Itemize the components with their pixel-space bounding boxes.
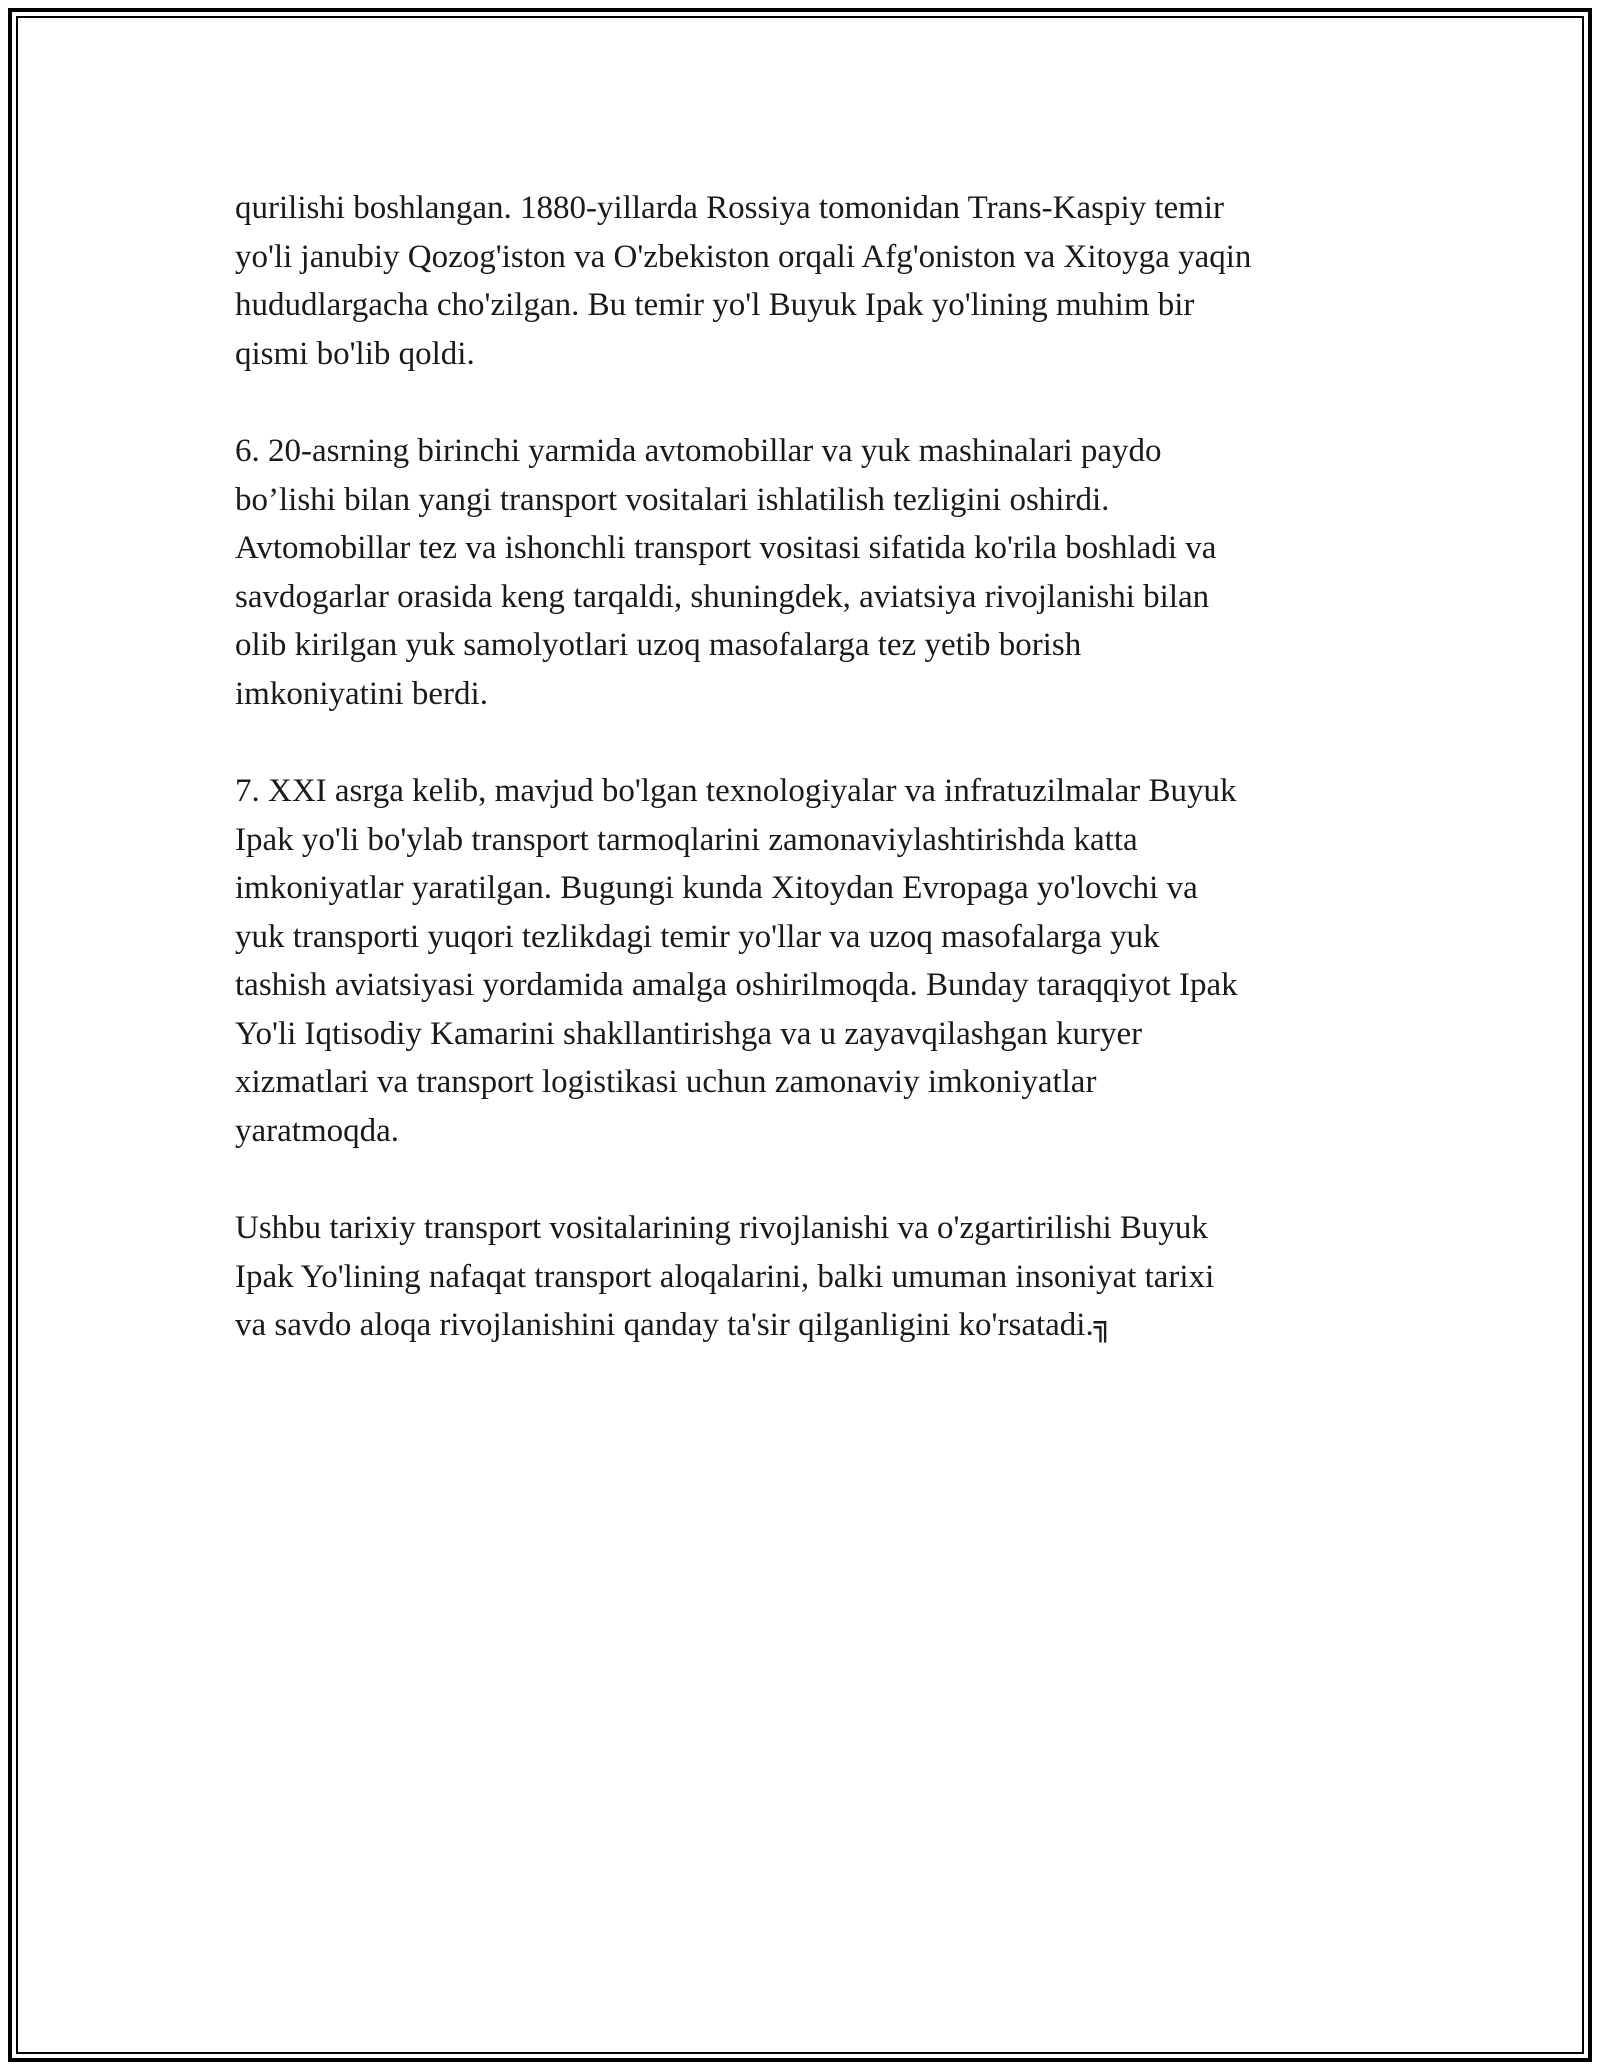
- paragraph-conclusion: [235, 1204, 1385, 1351]
- text-line: imkoniyatini berdi.: [235, 675, 488, 712]
- text-line: Avtomobillar tez va ishonchli transport vositasi sifatida ko'rila boshladi va: [235, 530, 1217, 566]
- text-line: qismi bo'lib qoldi.: [235, 335, 475, 372]
- text-line: 6. 20-asrning birinchi yarmida avtomobillar va yuk mashinalari paydo: [235, 433, 1162, 469]
- text-line: bo’lishi bilan yangi transport vositalari ishlatilish tezligini oshirdi.: [235, 481, 1110, 518]
- text-line: qurilishi boshlangan. 1880-yillarda Rossiya tomonidan Trans-Kaspiy temir: [235, 190, 1225, 226]
- paragraph-trans-caspian-railway: [235, 184, 1385, 378]
- text-line: yaratmoqda.: [235, 1112, 400, 1149]
- document-body: [235, 184, 1385, 1400]
- text-line: Ushbu tarixiy transport vositalarining rivojlanishi va o'zgartirilishi Buyuk: [235, 1210, 1208, 1246]
- text-line: Yo'li Iqtisodiy Kamarini shakllantirishga va u zayavqilashgan kuryer: [235, 1015, 1143, 1052]
- text-line: olib kirilgan yuk samolyotlari uzoq masofalarga tez yetib borish: [235, 627, 1082, 663]
- paragraph-end-mark-icon: ╗: [1093, 1308, 1112, 1343]
- text-line: hududlargacha cho'zilgan. Bu temir yo'l Buyuk Ipak yo'lining muhim bir: [235, 287, 1195, 323]
- text-line: yo'li janubiy Qozog'iston va O'zbekiston orqali Afg'oniston va Xitoyga yaqin: [235, 238, 1252, 275]
- text-line-content: va savdo aloqa rivojlanishini qanday ta'sir qilganligini ko'rsatadi.: [235, 1307, 1094, 1343]
- text-line-last: [235, 1301, 1385, 1351]
- text-line: imkoniyatlar yaratilgan. Bugungi kunda Xitoydan Evropaga yo'lovchi va: [235, 870, 1198, 906]
- text-line: xizmatlari va transport logistikasi uchun zamonaviy imkoniyatlar: [235, 1064, 1097, 1100]
- text-line: savdogarlar orasida keng tarqaldi, shuningdek, aviatsiya rivojlanishi bilan: [235, 578, 1210, 615]
- paragraph-item-7-21st-century: [235, 767, 1385, 1155]
- text-line: Ipak Yo'lining nafaqat transport aloqalarini, balki umuman insoniyat tarixi: [235, 1258, 1215, 1295]
- text-line: tashish aviatsiyasi yordamida amalga oshirilmoqda. Bunday taraqqiyot Ipak: [235, 967, 1238, 1003]
- paragraph-item-6-automobiles: [235, 427, 1385, 718]
- text-line: Ipak yo'li bo'ylab transport tarmoqlarini zamonaviylashtirishda katta: [235, 821, 1138, 858]
- text-line: 7. XXI asrga kelib, mavjud bo'lgan texnologiyalar va infratuzilmalar Buyuk: [235, 773, 1237, 809]
- text-line: yuk transporti yuqori tezlikdagi temir yo'llar va uzoq masofalarga yuk: [235, 918, 1160, 955]
